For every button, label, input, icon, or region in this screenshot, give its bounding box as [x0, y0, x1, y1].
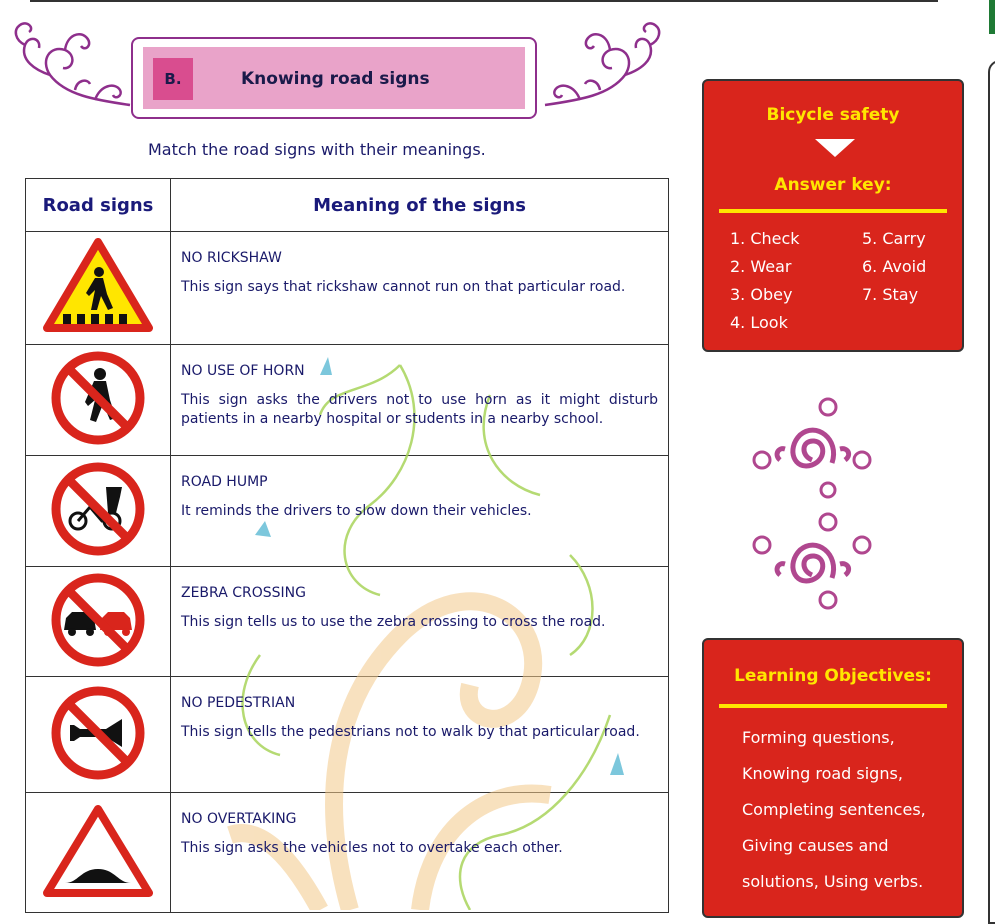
objective-line: Giving causes and — [742, 836, 889, 855]
meaning-title: ZEBRA CROSSING — [181, 585, 306, 601]
left-swirl-ornament — [5, 10, 135, 110]
meaning-description: It reminds the drivers to slow down their vehicles. — [181, 503, 532, 519]
meaning-description: This sign tells the pedestrians not to walk by that particular road. — [181, 724, 640, 740]
meaning-title: NO OVERTAKING — [181, 811, 297, 827]
table-row — [26, 677, 669, 793]
meaning-description: This sign asks the drivers not to use horn as it might disturb patients in a nearby hospital or students in a nearby school. — [181, 392, 658, 427]
meaning-title: NO PEDESTRIAN — [181, 695, 296, 711]
table-row — [26, 793, 669, 913]
meaning-title: NO USE OF HORN — [181, 363, 305, 379]
down-arrow-icon — [815, 139, 855, 157]
instruction-text: Match the road signs with their meanings. — [148, 140, 486, 159]
no-overtaking-sign-icon — [50, 572, 146, 668]
header-road-signs: Road signs — [26, 179, 171, 232]
answer-box-title: Bicycle safety — [766, 105, 900, 125]
table-row — [26, 232, 669, 345]
top-rule — [30, 0, 938, 2]
learning-objectives-box — [702, 638, 964, 918]
section-title: Knowing road signs — [241, 69, 430, 89]
road-signs-table — [25, 178, 669, 913]
table-row — [26, 345, 669, 456]
objective-line: Completing sentences, — [742, 800, 926, 819]
meaning-title: NO RICKSHAW — [181, 250, 282, 266]
page-tab — [989, 0, 995, 34]
answer-item: 7. Stay — [862, 285, 919, 304]
meaning-description: This sign asks the vehicles not to overtake each other. — [181, 840, 563, 856]
answer-item: 5. Carry — [862, 229, 926, 248]
pedestrian-crossing-warning-sign-icon — [43, 238, 153, 334]
divider — [719, 704, 947, 708]
divider — [719, 209, 947, 213]
no-rickshaw-sign-icon — [50, 461, 146, 557]
meaning-description: This sign says that rickshaw cannot run on that particular road. — [181, 279, 626, 295]
road-hump-sign-icon — [43, 803, 153, 899]
no-horn-sign-icon — [50, 685, 146, 781]
answer-item: 6. Avoid — [862, 257, 927, 276]
no-pedestrian-sign-icon — [50, 350, 146, 446]
answer-item: 1. Check — [730, 229, 800, 248]
section-header — [131, 37, 537, 119]
meaning-title: ROAD HUMP — [181, 474, 268, 490]
objective-line: solutions, Using verbs. — [742, 872, 924, 891]
objective-line: Knowing road signs, — [742, 764, 903, 783]
table-row — [26, 456, 669, 567]
answer-item: 4. Look — [730, 313, 788, 332]
answer-item: 3. Obey — [730, 285, 793, 304]
table-row — [26, 567, 669, 677]
answer-key-box — [702, 79, 964, 352]
spiral-ornament-icon — [740, 385, 885, 620]
answer-box-subtitle: Answer key: — [774, 175, 892, 195]
objectives-title: Learning Objectives: — [734, 666, 932, 686]
header-meaning: Meaning of the signs — [171, 179, 669, 232]
right-frame — [988, 60, 995, 924]
meaning-description: This sign tells us to use the zebra crossing to cross the road. — [181, 614, 606, 630]
answer-item: 2. Wear — [730, 257, 792, 276]
objective-line: Forming questions, — [742, 728, 895, 747]
right-swirl-ornament — [540, 10, 670, 110]
section-letter: B. — [153, 58, 193, 100]
